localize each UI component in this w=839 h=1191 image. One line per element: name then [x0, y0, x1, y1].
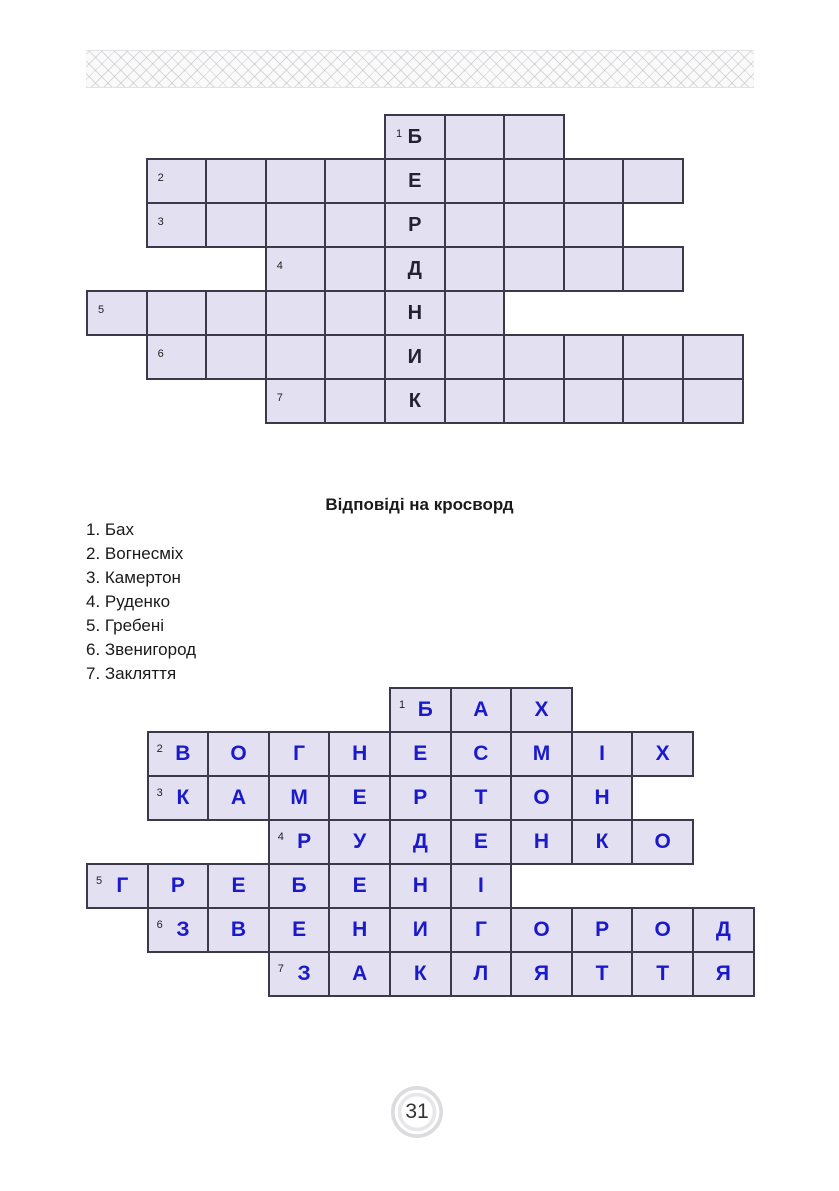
- cell-letter: З: [176, 918, 190, 941]
- cell-letter: А: [230, 786, 247, 809]
- cell-letter: Д: [412, 830, 428, 853]
- solution-cell: [328, 951, 391, 997]
- solution-cell: [450, 863, 513, 909]
- solution-cell: [328, 863, 391, 909]
- cell-letter: Р: [595, 918, 610, 941]
- page-number: 31: [391, 1086, 443, 1138]
- solution-cell: [510, 731, 573, 777]
- solution-cell: [450, 819, 513, 865]
- solution-cell: [631, 907, 694, 953]
- cell-letter: Г: [293, 742, 306, 765]
- solution-cell: [147, 863, 210, 909]
- solution-cell: [631, 731, 694, 777]
- cell-letter: Б: [291, 874, 307, 897]
- clue-number: 2: [156, 743, 163, 755]
- cell-letter: Е: [473, 830, 488, 853]
- cell-letter: Р: [170, 874, 185, 897]
- cell-letter: Н: [412, 874, 428, 897]
- solution-cell: [571, 819, 634, 865]
- solution-cell: [571, 951, 634, 997]
- cell-letter: К: [413, 962, 427, 985]
- clue-number: 7: [277, 963, 284, 975]
- cell-letter: В: [175, 742, 191, 765]
- cell-letter: Н: [352, 918, 368, 941]
- solution-cell: [450, 731, 513, 777]
- cell-letter: Б: [407, 125, 422, 148]
- clue-number: 5: [96, 875, 103, 887]
- cell-letter: В: [230, 918, 247, 941]
- solution-cell: [510, 951, 573, 997]
- solution-cell: [450, 687, 513, 733]
- solution-cell: [571, 731, 634, 777]
- cell-letter: А: [473, 698, 489, 721]
- cell-letter: І: [477, 874, 484, 897]
- cell-letter: К: [176, 786, 190, 809]
- cell-letter: Д: [715, 918, 731, 941]
- solution-cell: [147, 907, 210, 953]
- cell-letter: З: [297, 962, 311, 985]
- solution-cell: [389, 819, 452, 865]
- solution-cell: [692, 951, 755, 997]
- answer-item: 6. Звенигород: [86, 640, 197, 659]
- solution-cell: [207, 907, 270, 953]
- cell-letter: Н: [533, 830, 550, 853]
- cell-letter: Л: [473, 962, 489, 985]
- solution-cell: [510, 687, 573, 733]
- solution-cell: [389, 775, 452, 821]
- solution-cell: [268, 951, 331, 997]
- answer-item: 3. Камертон: [86, 568, 181, 587]
- solution-cell: [571, 907, 634, 953]
- cell-letter: О: [533, 786, 550, 809]
- solution-cell: [268, 775, 331, 821]
- cell-letter: О: [533, 918, 550, 941]
- cell-letter: Г: [474, 918, 487, 941]
- clue-number: 6: [156, 919, 163, 931]
- cell-letter: Н: [407, 301, 423, 324]
- solution-cell: [389, 687, 452, 733]
- cell-letter: М: [532, 742, 551, 765]
- solution-cell: [389, 731, 452, 777]
- clue-number: 5: [98, 304, 105, 316]
- cell-letter: Н: [352, 742, 368, 765]
- cell-letter: И: [412, 918, 428, 941]
- solution-cell: [207, 775, 270, 821]
- cell-letter: Т: [474, 786, 488, 809]
- cell-letter: Я: [533, 962, 550, 985]
- cell-letter: У: [353, 830, 367, 853]
- clue-number: 3: [157, 216, 164, 228]
- cell-letter: О: [230, 742, 247, 765]
- clue-number: 4: [276, 260, 283, 272]
- clue-number: 6: [157, 348, 164, 360]
- cell-letter: Е: [292, 918, 307, 941]
- solution-cell: [450, 951, 513, 997]
- clue-number: 1: [399, 699, 406, 711]
- cell-letter: Е: [352, 786, 367, 809]
- solution-cell: [207, 731, 270, 777]
- solution-cell: [147, 731, 210, 777]
- cell-letter: Т: [595, 962, 609, 985]
- cell-letter: Х: [655, 742, 670, 765]
- solution-cell: [328, 775, 391, 821]
- solution-cell: [147, 775, 210, 821]
- solution-cell: [510, 775, 573, 821]
- cell-letter: И: [407, 345, 422, 368]
- cell-letter: Н: [594, 786, 610, 809]
- solution-cell: [268, 819, 331, 865]
- solution-cell: [389, 907, 452, 953]
- solution-cell: [510, 907, 573, 953]
- answers-title: Відповіді на кросворд: [325, 495, 514, 514]
- solution-cell: [328, 731, 391, 777]
- cell-letter: Т: [656, 962, 670, 985]
- cell-letter: Х: [534, 698, 549, 721]
- solution-cell: [86, 863, 149, 909]
- cell-letter: Р: [413, 786, 428, 809]
- cell-letter: С: [473, 742, 489, 765]
- solution-cell: [389, 863, 452, 909]
- solution-cell: [631, 819, 694, 865]
- solution-cell: [328, 907, 391, 953]
- clue-number: 2: [157, 172, 164, 184]
- cell-letter: Е: [352, 874, 367, 897]
- cell-letter: Я: [715, 962, 731, 985]
- solution-cell: [450, 907, 513, 953]
- cell-letter: Р: [408, 213, 422, 236]
- solution-cell: [571, 775, 634, 821]
- cell-letter: Е: [408, 169, 422, 192]
- solution-cell: [450, 775, 513, 821]
- answer-item: 2. Вогнесміх: [86, 544, 184, 563]
- clue-number: 1: [396, 128, 403, 140]
- cell-letter: А: [352, 962, 368, 985]
- answer-item: 4. Руденко: [86, 592, 171, 611]
- cell-letter: Д: [407, 257, 422, 280]
- solution-cell: [207, 863, 270, 909]
- cell-letter: М: [290, 786, 308, 809]
- cell-letter: Е: [231, 874, 246, 897]
- cell-letter: К: [408, 389, 421, 412]
- solution-cell: [268, 863, 331, 909]
- cell-letter: К: [595, 830, 609, 853]
- solution-cell: [692, 907, 755, 953]
- cell-letter: Р: [297, 830, 312, 853]
- answer-item: 1. Бах: [86, 520, 135, 539]
- cell-letter: Б: [417, 698, 433, 721]
- answer-item: 7. Закляття: [86, 664, 177, 683]
- solution-cell: [510, 819, 573, 865]
- solution-cell: [631, 951, 694, 997]
- cell-letter: Е: [413, 742, 428, 765]
- solution-cell: [268, 731, 331, 777]
- cell-letter: О: [654, 918, 671, 941]
- cell-letter: Г: [116, 874, 129, 897]
- clue-number: 3: [156, 787, 163, 799]
- cell-letter: О: [654, 830, 671, 853]
- answer-item: 5. Гребені: [86, 616, 165, 635]
- solution-cell: [389, 951, 452, 997]
- cell-letter: І: [599, 742, 606, 765]
- solution-cell: [268, 907, 331, 953]
- solution-cell: [328, 819, 391, 865]
- clue-number: 7: [276, 392, 283, 404]
- clue-number: 4: [277, 831, 284, 843]
